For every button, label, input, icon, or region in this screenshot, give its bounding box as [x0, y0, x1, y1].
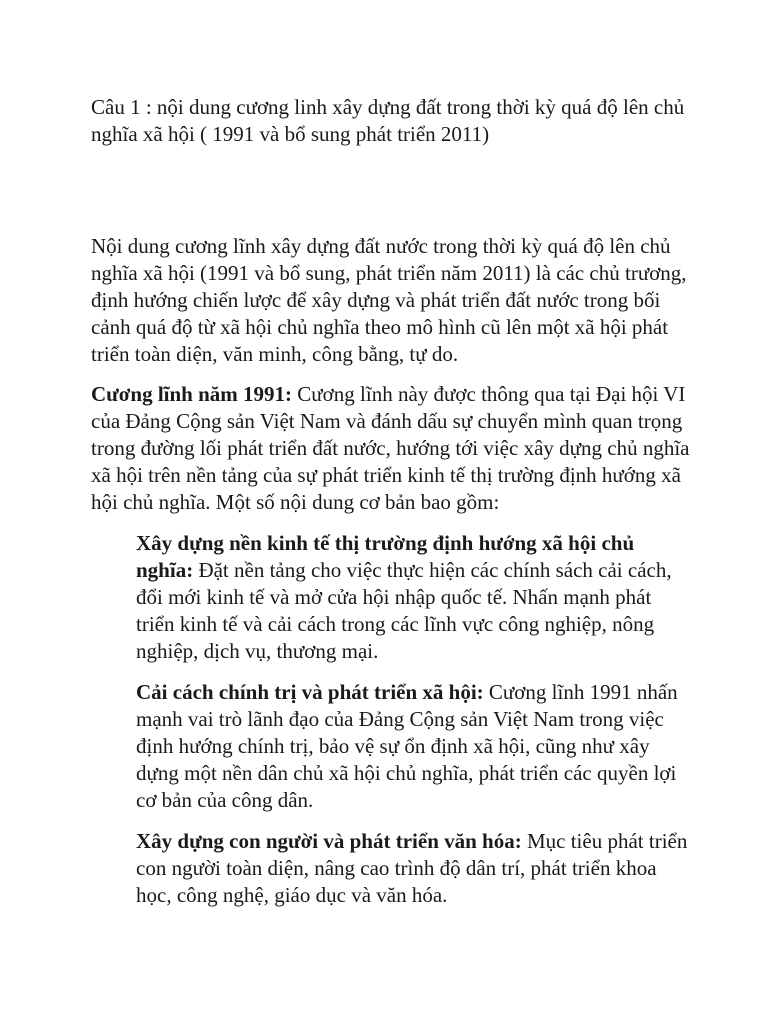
list-item-label: Xây dựng nền kinh tế thị trường định hướng xã hội chủ nghĩa: [136, 531, 635, 582]
document-page [91, 94, 691, 909]
list-item-text: Đặt nền tảng cho việc thực hiện các chính sách cải cách, đổi mới kinh tế và mở cửa hội nhập quốc tế. Nhấn mạnh phát triển kinh tế và cải cách trong các lĩnh vực công nghiệp, nông nghiệp, dịch vụ, thương mại. [136, 558, 672, 663]
list-item-text: Cương lĩnh 1991 nhấn mạnh vai trò lãnh đạo của Đảng Cộng sản Việt Nam trong việc định hướng chính trị, bảo vệ sự ổn định xã hội, cũng như xây dựng một nền dân chủ xã hội chủ nghĩa, phát triển các quyền lợi cơ bản của công dân. [136, 680, 678, 812]
section-1991-label: Cương lĩnh năm 1991: [91, 382, 293, 406]
list-item-label: Cải cách chính trị và phát triển xã hội: [136, 680, 484, 704]
content-list [136, 530, 691, 909]
list-item-economy [136, 530, 691, 665]
list-item-politics [136, 679, 691, 814]
intro-paragraph: Nội dung cương lĩnh xây dựng đất nước trong thời kỳ quá độ lên chủ nghĩa xã hội (1991 và bổ sung, phát triển năm 2011) là các chủ trương, định hướng chiến lược để xây dựng và phát triển đất nước trong bối cảnh quá độ từ xã hội chủ nghĩa theo mô hình cũ lên một xã hội phát triển toàn diện, văn minh, công bằng, tự do. [91, 234, 687, 366]
list-item-culture [136, 828, 691, 909]
question-heading: Câu 1 : nội dung cương linh xây dựng đất trong thời kỳ quá độ lên chủ nghĩa xã hội ( 1991 và bổ sung phát triển 2011) [91, 95, 685, 146]
section-1991-text: Cương lĩnh này được thông qua tại Đại hội VI của Đảng Cộng sản Việt Nam và đánh dấu sự chuyển mình quan trọng trong đường lối phát triển đất nước, hướng tới việc xây dựng chủ nghĩa xã hội trên nền tảng của sự phát triển kinh tế thị trường định hướng xã hội chủ nghĩa. Một số nội dung cơ bản bao gồm: [91, 382, 690, 514]
list-item-label: Xây dựng con người và phát triển văn hóa: [136, 829, 522, 853]
section-1991-paragraph [91, 381, 691, 516]
list-item-text: Mục tiêu phát triển con người toàn diện, nâng cao trình độ dân trí, phát triển khoa học, công nghệ, giáo dục và văn hóa. [136, 829, 688, 907]
